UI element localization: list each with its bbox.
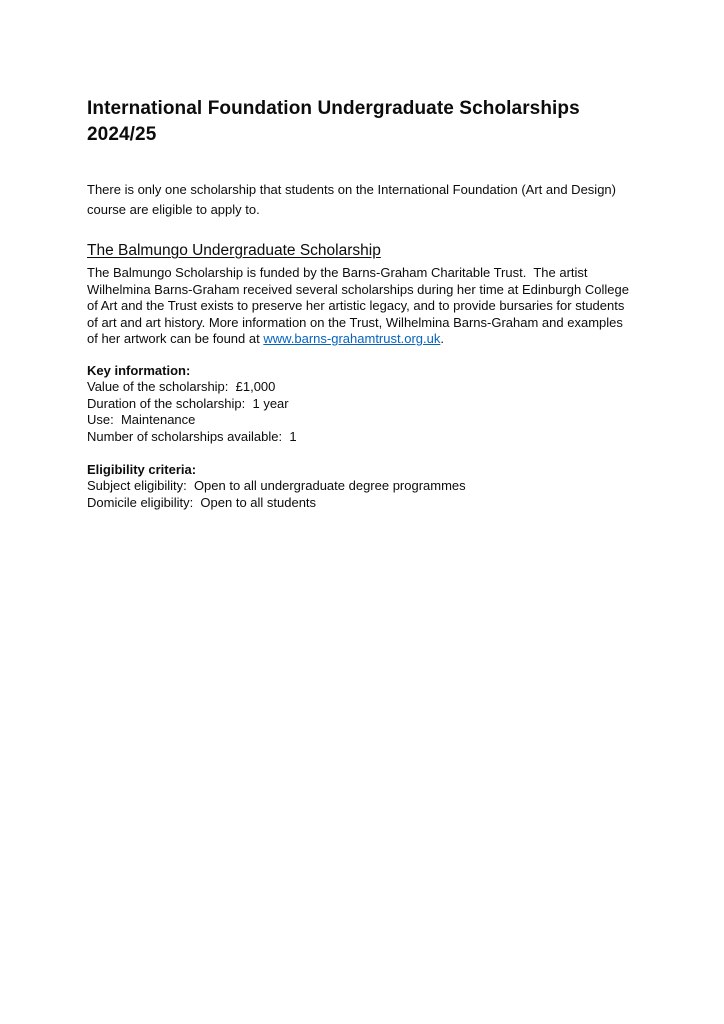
eligibility-criteria-heading: Eligibility criteria: bbox=[87, 462, 197, 477]
key-information-item-duration: Duration of the scholarship: 1 year bbox=[87, 395, 289, 411]
page-title: International Foundation Undergraduate Scholarships 2024/25 bbox=[87, 98, 586, 145]
key-information-item-value: Value of the scholarship: £1,000 bbox=[87, 379, 276, 395]
section-body-paragraph bbox=[87, 265, 632, 348]
document-content bbox=[87, 0, 632, 511]
section-body-text-after-link: . bbox=[440, 331, 444, 347]
key-information-item-use: Use: Maintenance bbox=[87, 412, 196, 428]
section-body-text-before-link: The Balmungo Scholarship is funded by the Barns-Graham Charitable Trust. The artist Wilhelmina Barns-Graham received several scholarships during her time at Edinburgh College of Art and the Trust exists to preserve her artistic legacy, and to provide bursaries for students of art and art history. More information on the Trust, Wilhelmina Barns-Graham and examples of her artwork can be found at bbox=[87, 265, 633, 347]
intro-paragraph: There is only one scholarship that students on the International Foundation (Art and Design) course are eligible to apply to. bbox=[87, 182, 620, 217]
eligibility-item-domicile: Domicile eligibility: Open to all students bbox=[87, 494, 317, 510]
section-heading-balmungo-scholarship: The Balmungo Undergraduate Scholarship bbox=[87, 242, 381, 259]
eligibility-item-subject: Subject eligibility: Open to all undergraduate degree programmes bbox=[87, 478, 466, 494]
key-information-heading: Key information: bbox=[87, 362, 191, 378]
trust-website-link[interactable]: www.barns-grahamtrust.org.uk bbox=[263, 331, 441, 347]
key-information-block bbox=[87, 363, 632, 445]
eligibility-criteria-block bbox=[87, 462, 632, 511]
key-information-item-number-available: Number of scholarships available: 1 bbox=[87, 428, 297, 444]
